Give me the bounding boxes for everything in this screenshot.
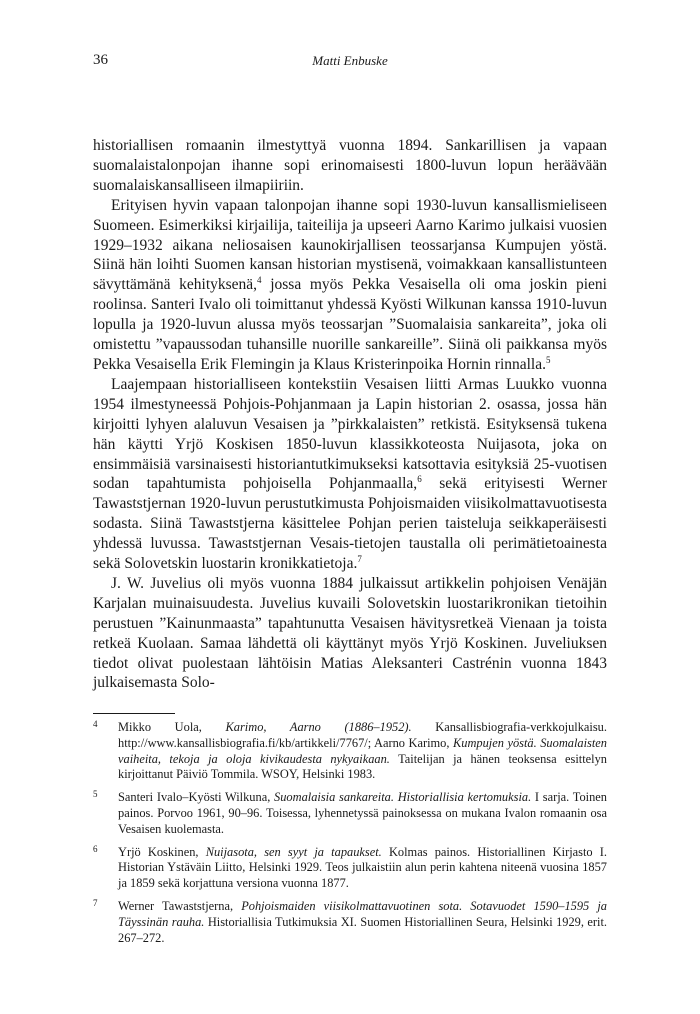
main-text (93, 136, 607, 693)
paragraph-3-text-a: Laajempaan historialliseen kontekstiin Vesaisen liitti Armas Luukko vuonna 1954 ilmestyneessä Pohjois-Pohjanmaan ja Lapin historian 2. osassa, jossa hän kirjoitti lyhyen alaluvun Vesaisen ja ”pirkkalaisten” retkistä. Esityksensä tukena hän käytti Yrjö Koskisen 1850-luvun klassikkoteosta Nuijasota, joka on ensimmäisiä varsinaisesti historiantutkimukseksi katsottavia esityksiä 25-vuotisen sodan tapahtumista pohjoisella Pohjanmaalla, (93, 375, 607, 493)
footnote-text (118, 845, 607, 892)
paragraph-2-text-a: Erityisen hyvin vapaan talonpojan ihanne sopi 1930-luvun kansallismieliseen Suomeen. Esimerkiksi kirjailija, taiteilija ja upseeri Aarno Karimo julkaisi vuosien 1929–1932 aikana neliosaisen kaunokirjallisen teossarjansa Kumpujen yöstä. Siinä hän loihti Suomen kansan historian mystisenä, voimakkaan kansallistunteen sävyttämänä kehityksenä, (93, 196, 607, 294)
page-number: 36 (93, 52, 108, 68)
footnote-title: Suomalaisia sankareita. Historiallisia kertomuksia. (274, 790, 532, 805)
footnote-text (118, 720, 607, 783)
note-ref-4: 4 (257, 275, 262, 286)
footnote-7 (93, 899, 607, 946)
footnote-title: Nuijasota, sen syyt ja tapaukset. (205, 844, 382, 859)
footnote-number: 4 (93, 719, 98, 729)
footnote-text (118, 790, 607, 837)
footnote-text (118, 899, 607, 946)
footnote-5 (93, 790, 607, 837)
footnote-segment: Werner Tawaststjerna, (118, 898, 242, 913)
paragraph-3 (93, 375, 607, 574)
paragraph-2-text-b: jossa myös Pekka Vesaisella oli oma joskin pieni roolinsa. Santeri Ivalo oli toimittanut yhdessä Kyösti Wilkunan kanssa 1910-luvun lopulla ja 1920-luvun alussa myös teossarjan ”Suomalaisia sankareita”, joka oli omistettu ”vapaussodan tuhansille nuorille sankareille”. Siinä oli paikkansa myös Pekka Vesaisella Erik Flemingin ja Klaus Kristerinpoika Hornin rinnalla. (93, 276, 607, 373)
paragraph-2 (93, 196, 607, 375)
footnote-segment: Yrjö Koskinen, (118, 844, 206, 859)
footnote-title: Pohjoismaiden viisikolmattavuotinen sota. Sotavuodet 1590–1595 ja Täyssinän rauha. (118, 898, 607, 929)
note-ref-6: 6 (417, 474, 422, 485)
footnote-segment: I sarja. Toinen painos. Porvoo 1961, 90–96. Toisessa, lyhennetyssä painoksessa on mukana Ivalon romaanin osa Vesaisen kuolemasta. (118, 790, 607, 836)
footnote-segment: Taitelijan ja hänen teoksensa esittelyn kirjoittanut Päiviö Tommila. WSOY, Helsinki 1983. (118, 751, 607, 782)
footnote-number: 6 (93, 843, 98, 854)
footnote-title: Kumpujen yöstä. Suomalaisten vaiheita, tekoja ja oloja kivikaudesta nykyaikaan. (118, 735, 607, 766)
footnote-segment: Historiallisia Tutkimuksia XI. Suomen Historiallinen Seura, Helsinki 1929, erit. 267–272. (118, 914, 608, 945)
note-ref-5: 5 (546, 354, 551, 365)
footnote-number: 5 (93, 789, 98, 800)
footnote-segment: Kolmas painos. Historiallinen Kirjasto I. Historian Ystäväin Liitto, Helsinki 1929. Teos julkaistiin alun perin kahtena niteenä vuosina 1857 ja 1859 sekä korjattuna versiona vuonna 1877. (118, 844, 608, 891)
footnote-4 (93, 720, 607, 783)
paragraph-3-text-b: sekä erityisesti Werner Tawaststjernan 1920-luvun perustutkimusta Pohjoismaiden viisikolmattavuotisesta sodasta. Siinä Tawaststjerna käsittelee Pohjan perien taisteluja seikkaperäisesti yhdessä luvussa. Tawaststjernan Vesais-tietojen taustalla oli perimätietoainesta sekä Solovetskin luostarin kronikkatietoja. (93, 475, 607, 573)
footnote-segment: Kansallisbiografia-verkkojulkaisu. http://www.kansallisbiografia.fi/kb/artikkeli/7767/; Aarno Karimo, (118, 720, 607, 750)
footnote-number: 7 (93, 897, 98, 908)
footnote-segment: Mikko Uola, (118, 720, 226, 734)
footnote-6 (93, 845, 607, 892)
footnotes (93, 720, 607, 953)
paragraph-1: historiallisen romaanin ilmestyttyä vuonna 1894. Sankarillisen ja vapaan suomalaistalonpojan ihanne sopi erinomaisesti 1800-luvun lopun heräävään suomalaiskansalliseen ilmapiiriin. (93, 137, 607, 194)
running-head-author: Matti Enbuske (312, 53, 388, 68)
footnote-segment: Santeri Ivalo–Kyösti Wilkuna, (118, 790, 275, 805)
footnote-separator (93, 713, 175, 714)
note-ref-7: 7 (357, 554, 362, 565)
footnote-title: Karimo, Aarno (1886–1952). (225, 720, 412, 734)
paragraph-4: J. W. Juvelius oli myös vuonna 1884 julkaissut artikkelin pohjoisen Venäjän Karjalan muinaisuudesta. Juvelius kuvaili Solovetskin luostarikronikan tietoihin perustuen ”Kainunmaasta” tapahtunutta Vesaisen hävitysretkeä Vienaan ja toista retkeä Kuolaan. Samaa lähdettä oli käyttänyt myös Yrjö Koskinen. Juveliuksen tiedot olivat puolestaan lähtöisin Matias Aleksanteri Castrénin vuonna 1843 julkaisemasta Solo- (93, 574, 607, 692)
